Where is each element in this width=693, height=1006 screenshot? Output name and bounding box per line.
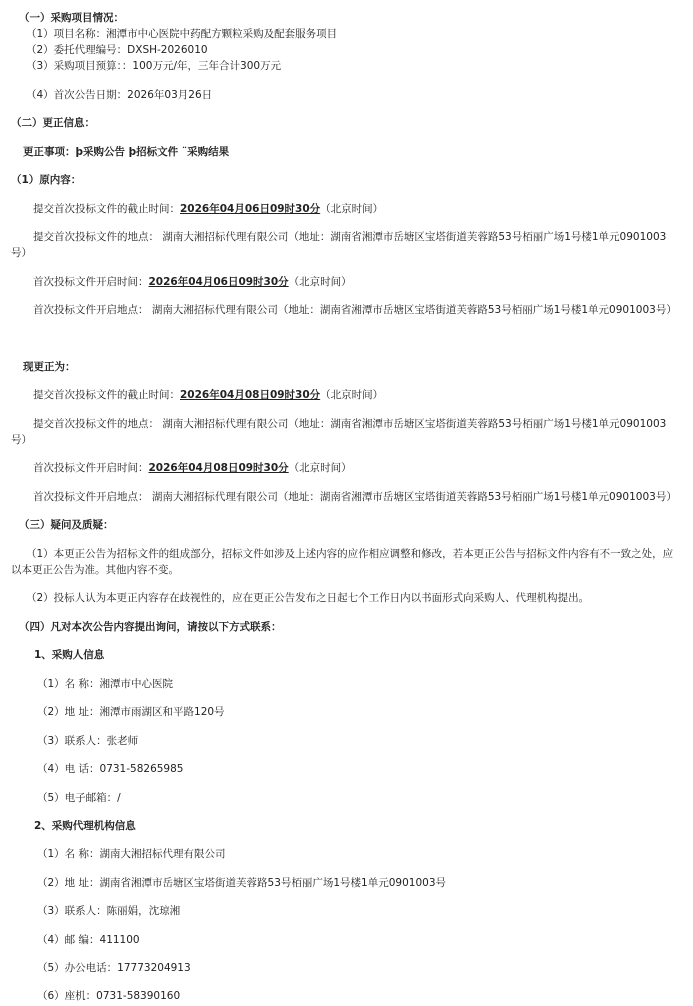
original-open-label: 首次投标文件开启时间： bbox=[33, 276, 149, 288]
corrected-open-value: 2026年04月08日09时30分 bbox=[148, 462, 289, 474]
original-location-line2: 号） bbox=[11, 247, 32, 259]
corrected-heading: 现更正为： bbox=[23, 361, 76, 373]
section1-heading: （一）采购项目情况： bbox=[19, 12, 124, 24]
purchaser-email: （5）电子邮箱：/ bbox=[37, 792, 121, 804]
first-announce-date: （4）首次公告日期：2026年03月26日 bbox=[26, 89, 213, 101]
project-name: （1）项目名称：湘潭市中心医院中药配方颗粒采购及配套服务项目 bbox=[26, 28, 338, 40]
corrected-deadline-tz: （北京时间） bbox=[320, 389, 384, 401]
agency-heading: 2、采购代理机构信息 bbox=[34, 820, 136, 832]
purchaser-heading: 1、采购人信息 bbox=[34, 649, 105, 661]
agency-landline: （6）座机：0731-58390160 bbox=[37, 990, 181, 1002]
original-open-time bbox=[33, 275, 352, 290]
corrected-open-location: 首次投标文件开启地点： 湖南大湘招标代理有限公司（地址：湖南省湘潭市岳塘区宝塔街道芙蓉路53号栢丽广场1号楼1单元0901003号） bbox=[33, 491, 677, 503]
purchaser-phone: （4）电 话：0731-58265985 bbox=[37, 763, 184, 775]
agency-code: （2）委托代理编号：DXSH-2026010 bbox=[26, 44, 208, 56]
purchaser-contact: （3）联系人：张老师 bbox=[37, 735, 139, 747]
corrected-deadline bbox=[33, 388, 383, 403]
notice-para1-line1: （1）本更正公告为招标文件的组成部分，招标文件如涉及上述内容的应作相应调整和修改，若本更正公告与招标文件内容有不一致之处，应 bbox=[26, 548, 674, 560]
purchaser-name: （1）名 称：湘潭市中心医院 bbox=[37, 678, 174, 690]
corrected-location-line2: 号） bbox=[11, 434, 32, 446]
notice-para1-line2: 以本更正公告为准。其他内容不变。 bbox=[11, 564, 179, 576]
original-open-tz: （北京时间） bbox=[288, 276, 352, 288]
agency-address: （2）地 址：湖南省湘潭市岳塘区宝塔街道芙蓉路53号栢丽广场1号楼1单元0901003号 bbox=[37, 877, 447, 889]
original-heading: （1）原内容： bbox=[11, 174, 82, 186]
section3-heading: （三）疑问及质疑： bbox=[19, 519, 114, 531]
section4-heading: （四）凡对本次公告内容提出询问，请按以下方式联系： bbox=[19, 621, 282, 633]
correction-matters: 更正事项：þ采购公告 þ招标文件 ¨采购结果 bbox=[23, 146, 230, 158]
section2-heading: （二）更正信息： bbox=[11, 117, 95, 129]
original-deadline-value: 2026年04月06日09时30分 bbox=[180, 203, 321, 215]
original-location-line1: 提交首次投标文件的地点： 湖南大湘招标代理有限公司（地址：湖南省湘潭市岳塘区宝塔街道芙蓉路53号栢丽广场1号楼1单元0901003 bbox=[33, 231, 667, 243]
original-open-value: 2026年04月06日09时30分 bbox=[148, 276, 289, 288]
agency-name: （1）名 称：湖南大湘招标代理有限公司 bbox=[37, 848, 226, 860]
original-open-location: 首次投标文件开启地点： 湖南大湘招标代理有限公司（地址：湖南省湘潭市岳塘区宝塔街道芙蓉路53号栢丽广场1号楼1单元0901003号） bbox=[33, 304, 677, 316]
agency-office-phone: （5）办公电话：17773204913 bbox=[37, 962, 191, 974]
agency-contact: （3）联系人：陈丽娟，沈琼湘 bbox=[37, 905, 181, 917]
corrected-deadline-value: 2026年04月08日09时30分 bbox=[180, 389, 321, 401]
original-deadline-label: 提交首次投标文件的截止时间： bbox=[33, 203, 180, 215]
corrected-location-line1: 提交首次投标文件的地点： 湖南大湘招标代理有限公司（地址：湖南省湘潭市岳塘区宝塔街道芙蓉路53号栢丽广场1号楼1单元0901003 bbox=[33, 418, 667, 430]
original-deadline bbox=[33, 202, 383, 217]
original-deadline-tz: （北京时间） bbox=[320, 203, 384, 215]
project-budget: （3）采购项目预算：：100万元/年，三年合计300万元 bbox=[26, 60, 282, 72]
agency-postcode: （4）邮 编：411100 bbox=[37, 934, 140, 946]
corrected-deadline-label: 提交首次投标文件的截止时间： bbox=[33, 389, 180, 401]
notice-para2: （2）投标人认为本更正内容存在歧视性的，应在更正公告发布之日起七个工作日内以书面形式向采购人、代理机构提出。 bbox=[26, 592, 590, 604]
corrected-open-label: 首次投标文件开启时间： bbox=[33, 462, 149, 474]
corrected-open-tz: （北京时间） bbox=[288, 462, 352, 474]
corrected-open-time bbox=[33, 461, 352, 476]
purchaser-address: （2）地 址：湘潭市雨湖区和平路120号 bbox=[37, 706, 225, 718]
